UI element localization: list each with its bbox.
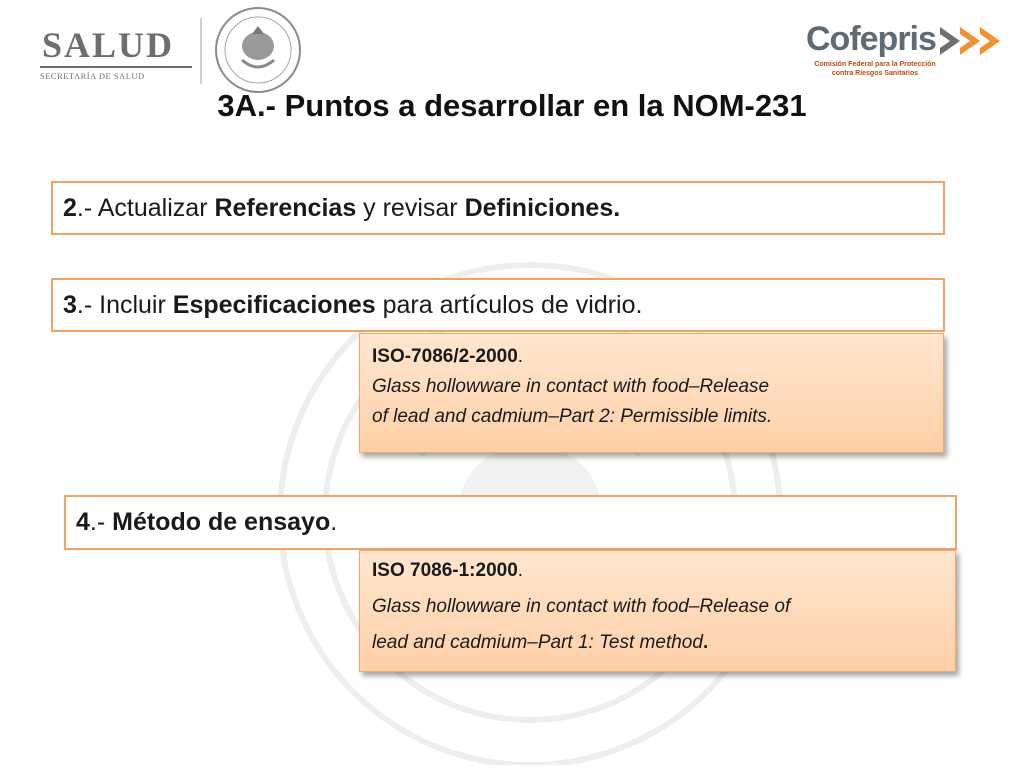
point-box-2 xyxy=(51,181,945,235)
standard-description-line2: of lead and cadmium–Part 2: Permissible limits. xyxy=(372,406,773,427)
salud-wordmark: SALUD xyxy=(42,25,175,65)
header-divider xyxy=(200,18,202,84)
point-text: Incluir xyxy=(99,290,173,319)
point-keyword-metodo-de-ensayo: Método de ensayo xyxy=(112,508,331,536)
salud-logo-rule xyxy=(40,66,192,68)
double-chevron-icon xyxy=(936,24,1002,58)
standard-card-iso-7086-2 xyxy=(359,333,944,453)
point-separator: .- xyxy=(89,508,113,536)
slide-title: 3A.- Puntos a desarrollar en la NOM-231 xyxy=(217,88,807,123)
point-number: 3 xyxy=(63,290,77,319)
standard-description-line1: Glass hollowware in contact with food–Release of xyxy=(372,596,791,617)
point-separator: .- xyxy=(76,290,100,319)
point-box-3 xyxy=(51,278,945,332)
standard-card-iso-7086-1 xyxy=(359,550,956,672)
point-box-4 xyxy=(64,495,957,550)
standard-description-line1: Glass hollowware in contact with food–Release xyxy=(372,376,770,397)
point-text: y revisar xyxy=(356,193,465,222)
cofepris-logo xyxy=(802,18,1008,88)
mexican-eagle-seal-icon xyxy=(212,4,304,96)
point-separator: .- xyxy=(76,193,98,222)
point-keyword-referencias: Referencias xyxy=(214,193,357,222)
salud-subtitle: SECRETARÍA DE SALUD xyxy=(40,71,145,81)
point-text: Actualizar xyxy=(97,193,215,222)
point-keyword-definiciones: Definiciones. xyxy=(464,193,621,222)
salud-logo xyxy=(22,14,202,84)
point-text: . xyxy=(330,508,338,536)
cofepris-subtitle-line1: Comisión Federal para la Protección xyxy=(814,61,936,68)
cofepris-subtitle xyxy=(810,60,940,78)
standard-description-line2: lead and cadmium–Part 1: Test method. xyxy=(372,632,709,653)
point-keyword-especificaciones: Especificaciones xyxy=(172,290,376,319)
standard-code: ISO 7086-1:2000. xyxy=(372,560,524,581)
point-text: para artículos de vidrio. xyxy=(375,290,643,319)
point-number: 2 xyxy=(63,193,77,222)
cofepris-wordmark: Cofepris xyxy=(806,20,936,58)
point-number: 4 xyxy=(76,508,90,536)
cofepris-subtitle-line2: contra Riesgos Sanitarios xyxy=(831,70,919,77)
standard-code: ISO-7086/2-2000. xyxy=(372,346,524,367)
